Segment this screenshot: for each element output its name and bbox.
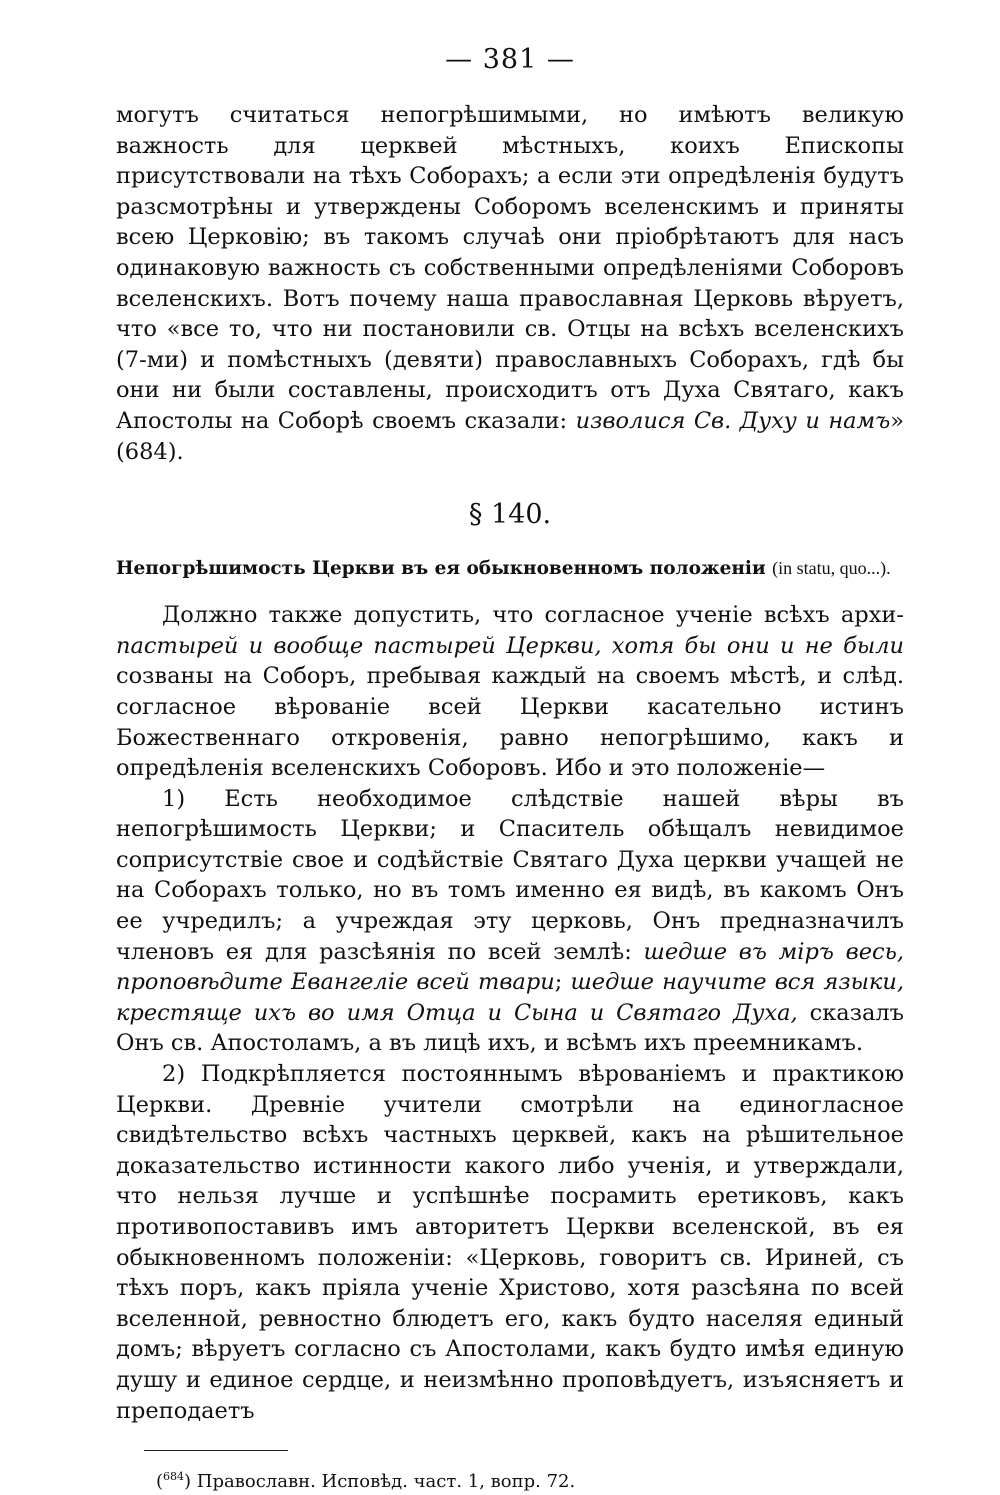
section-title-text: Непогрѣшимость Церкви въ ея обыкновенномъ положеніи	[116, 558, 766, 580]
footnote-number: 684	[163, 1470, 185, 1484]
section-title-latin: (in statu, quo...).	[772, 558, 891, 579]
footnote-divider	[144, 1450, 288, 1451]
paragraph-intro	[116, 600, 904, 784]
footnote-reference: (684).	[116, 438, 184, 465]
scripture-quote-1: шедше въ міръ весь, проповѣдите Евангеліе всей твари	[116, 938, 905, 996]
paragraph-text: сказалъ Онъ св. Апостоламъ, а въ лицѣ ихъ, и всѣмъ ихъ преемникамъ.	[116, 999, 904, 1057]
scripture-quote-2: шедше научите вся языки, крестяще ихъ во имя Отца и Сына и Святаго Духа,	[116, 969, 904, 1026]
quote-close: »	[890, 407, 904, 434]
paragraph-text: Должно также допустить, что согласное ученіе всѣхъ архи-	[162, 602, 904, 629]
page-number: — 381 —	[445, 44, 575, 75]
section-number: § 140.	[468, 499, 552, 531]
paragraph-point-2: 2) Подкрѣпляется постояннымъ вѣрованіемъ и практикою Церкви. Древніе учители смотрѣли на единогласное свидѣтельство всѣхъ частныхъ церквей, какъ на рѣшительное доказательство истинности какого либо ученія, и утверждали, что нельзя лучше и успѣшнѣе посрамить еретиковъ, какъ противопоставивъ имъ авторитетъ Церкви вселенской, въ ея обыкновенномъ положеніи: «Церковь, говоритъ св. Ириней, съ тѣхъ поръ, какъ пріяла ученіе Христово, хотя разсѣяна по всей вселенной, ревностно блюдетъ его, какъ будто населяя единый домъ; вѣруетъ согласно съ Апостолами, какъ будто имѣя единую душу и единое сердце, и неизмѣнно проповѣдуетъ, изъясняетъ и преподаетъ	[116, 1061, 904, 1424]
paragraph-text: могутъ считаться непогрѣшимыми, но имѣютъ великую важность для церквей мѣстныхъ, коихъ Епископы присутствовали на тѣхъ Соборахъ; а если эти опредѣленія будутъ разсмотрѣны и утверждены Соборомъ вселенскимъ и приняты всею Церковію; въ такомъ случаѣ они пріобрѣтаютъ для насъ одинаковую важность съ собственными опредѣленіями Соборовъ вселенскихъ. Вотъ почему наша православная Церковь вѣруетъ, что «все то, что ни постановили св. Отцы на всѣхъ вселенскихъ (7-ми) и помѣстныхъ (девяти) православныхъ Соборахъ, гдѣ бы они ни были составлены, происходитъ отъ Духа Святаго, какъ Апостолы на Соборѣ своемъ сказали:	[116, 102, 904, 434]
separator: ;	[554, 969, 563, 996]
paragraph-italic: пастырей и вообще пастырей Церкви, хотя бы они и не были	[116, 632, 904, 659]
paragraph-text: 1) Есть необходимое слѣдствіе нашей вѣры въ непогрѣшимость Церкви; и Спаситель обѣщалъ невидимое соприсутствіе свое и содѣйствіе Святаго Духа церкви учащей не на Соборахъ только, но въ томъ именно ея видѣ, въ какомъ Онъ ее учредилъ; а учреждая эту церковь, Онъ предназначилъ членовъ ея для разсѣянія по всей землѣ:	[116, 785, 904, 965]
section-title	[116, 555, 904, 582]
paragraph-point-1	[116, 784, 904, 1059]
quote-italic: изволися Св. Духу и намъ	[575, 407, 891, 434]
footnote-text: Православн. Исповѣд. част. 1, вопр. 72.	[196, 1471, 576, 1493]
paragraph-text: созваны на Соборъ, пребывая каждый на своемъ мѣстѣ, и слѣд. согласное вѣрованіе всей Церкви касательно истинъ Божественнаго откровенія, равно непогрѣшимо, какъ и опредѣленія вселенскихъ Соборовъ. Ибо и это положеніе—	[116, 663, 904, 782]
paragraph-continued	[116, 100, 904, 467]
footnote: ($^{684}$) Православн. Исповѣд. част. 1, вопр. 72.	[156, 1470, 576, 1493]
